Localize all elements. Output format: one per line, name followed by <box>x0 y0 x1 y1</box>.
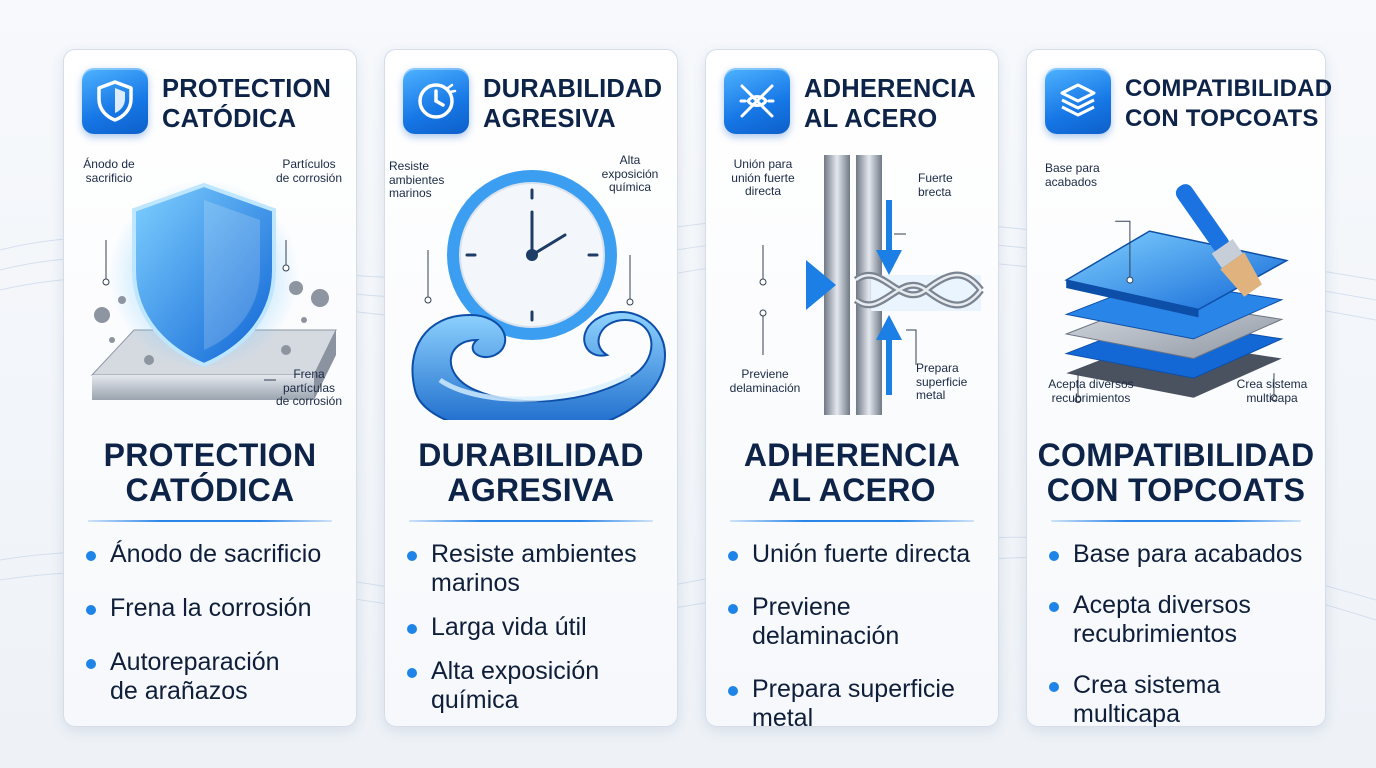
card-title: ADHERENCIA AL ACERO <box>743 437 961 508</box>
bullet-list <box>407 540 677 715</box>
callout-anodo: Ánodo de sacrificio <box>83 157 135 185</box>
list-item: Alta exposición química <box>407 657 677 715</box>
card-header-title: PROTECTION CATÓDICA <box>162 75 332 133</box>
callout-prepara: Prepara superficie metal <box>916 361 968 402</box>
bullet-dot <box>86 605 96 615</box>
divider <box>1051 520 1301 522</box>
list-item: Autoreparación de arañazos <box>86 648 356 706</box>
callout-base: Base para acabados <box>1045 161 1100 189</box>
bullet-dot <box>728 686 738 696</box>
callout-crea: Crea sistema multicapa <box>1236 377 1308 405</box>
card-compatibilidad-topcoats <box>1026 49 1333 728</box>
divider <box>88 520 332 522</box>
bullet-list <box>86 540 356 706</box>
card-title: PROTECTION CATÓDICA <box>103 437 317 508</box>
list-item: Base para acabados <box>1049 540 1325 569</box>
list-item: Acepta diversos recubrimientos <box>1049 591 1325 649</box>
callout-previene: Previene delaminación <box>729 367 801 395</box>
card-proteccion-catodica <box>63 49 357 727</box>
list-item: Prepara superficie metal <box>728 675 998 733</box>
bullet-dot <box>728 551 738 561</box>
bullet-dot <box>86 551 96 561</box>
list-item: Crea sistema multicapa <box>1049 671 1325 729</box>
divider <box>409 520 653 522</box>
shield-icon <box>82 68 148 134</box>
list-item: Larga vida útil <box>407 613 677 642</box>
bullet-dot <box>407 668 417 678</box>
list-item: Previene delaminación <box>728 593 998 651</box>
list-item: Ánodo de sacrificio <box>86 540 356 569</box>
card-header-title: ADHERENCIA AL ACERO <box>804 75 977 133</box>
callout-frena: Frena partículas de corrosión <box>275 367 343 408</box>
bullet-dot <box>407 551 417 561</box>
card-title: COMPATIBILIDAD CON TOPCOATS <box>1037 437 1315 508</box>
list-item: Resiste ambientes marinos <box>407 540 677 598</box>
list-item: Frena la corrosión <box>86 594 356 623</box>
callout-acepta: Acepta diversos recubrimientos <box>1048 377 1134 405</box>
card-header-title: COMPATIBILIDAD CON TOPCOATS <box>1125 75 1333 132</box>
layers-icon <box>1045 68 1111 134</box>
callout-alta: Alta exposición química <box>601 153 659 194</box>
list-item: Unión fuerte directa <box>728 540 998 569</box>
bullet-dot <box>1049 551 1059 561</box>
callout-particulos: Partículos de corrosión <box>275 157 343 185</box>
braid-icon <box>724 68 790 134</box>
bullet-list <box>728 540 998 733</box>
bullet-dot <box>86 659 96 669</box>
card-header-title: DURABILIDAD AGRESIVA <box>483 75 663 133</box>
callout-fuerte: Fuerte brecta <box>918 171 953 199</box>
bullet-dot <box>1049 682 1059 692</box>
bullet-list <box>1049 540 1325 729</box>
card-adherencia-acero <box>705 49 999 732</box>
bullet-dot <box>1049 602 1059 612</box>
bullet-dot <box>407 624 417 634</box>
divider <box>730 520 974 522</box>
card-title: DURABILIDAD AGRESIVA <box>418 437 644 508</box>
clock-icon <box>403 68 469 134</box>
callout-resiste: Resiste ambientes marinos <box>389 159 445 200</box>
card-durabilidad-agresiva <box>384 49 678 727</box>
bullet-dot <box>728 604 738 614</box>
callout-union: Unión para unión fuerte directa <box>731 157 795 198</box>
